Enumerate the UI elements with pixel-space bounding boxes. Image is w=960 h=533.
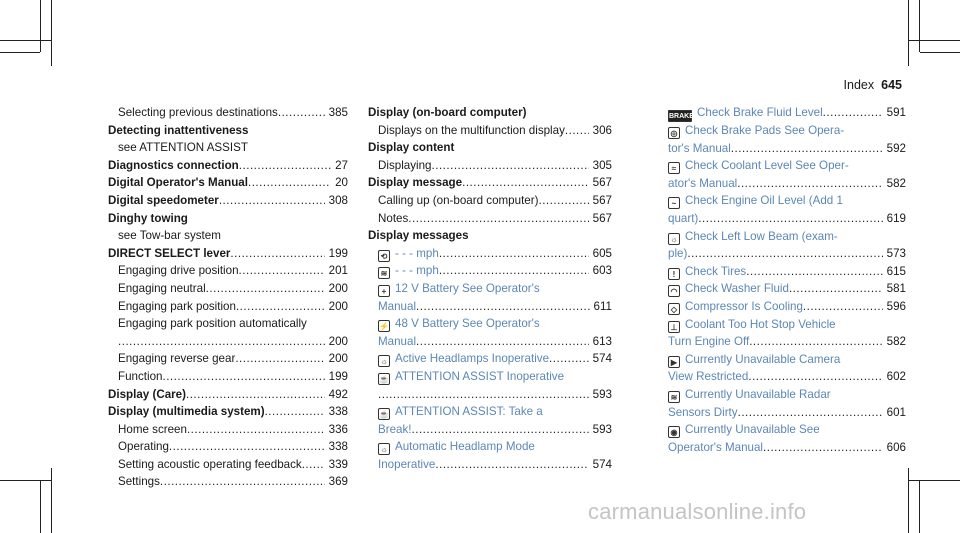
entry-text: ATTENTION ASSIST Inoperative <box>395 369 565 383</box>
index-entry <box>108 438 348 456</box>
entry-label: ple) <box>668 247 688 261</box>
entry-text <box>378 245 439 263</box>
page-ref[interactable]: 602 <box>886 370 906 384</box>
index-entry <box>108 280 348 298</box>
entry-label: DIRECT SELECT lever <box>108 246 231 260</box>
leader-dots <box>416 333 589 351</box>
headlamp-icon: ☼ <box>378 355 390 367</box>
leader-dots <box>432 157 589 175</box>
page-ref: 385 <box>328 106 348 119</box>
page-ref: 306 <box>592 123 612 137</box>
tire-pressure-icon: ! <box>668 268 680 280</box>
index-entry[interactable] <box>368 456 612 474</box>
entry-label: Setting acoustic operating feedback <box>118 457 302 471</box>
coolant-temp-icon: ⊥ <box>668 321 680 333</box>
page-ref: 199 <box>328 246 348 260</box>
page-ref: 20 <box>335 176 348 190</box>
entry-text <box>108 386 186 404</box>
crop-mark <box>919 481 920 533</box>
page-ref: 201 <box>328 264 348 278</box>
page-ref[interactable]: 611 <box>593 299 612 313</box>
entry-text <box>668 104 823 122</box>
index-entry <box>108 157 348 175</box>
index-entry[interactable] <box>368 280 612 298</box>
entry-text: Coolant Too Hot Stop Vehicle <box>685 317 836 331</box>
entry-text <box>118 280 206 298</box>
battery-icon: + <box>378 285 390 297</box>
index-entry <box>108 386 348 404</box>
leader-dots <box>803 298 883 316</box>
radar-icon: ≋ <box>668 391 680 403</box>
entry-label: Operating <box>118 440 169 454</box>
crop-mark <box>0 480 52 481</box>
entry-text <box>118 104 278 122</box>
leader-dots <box>763 439 883 457</box>
leader-dots <box>230 245 324 263</box>
entry-label: Display (Care) <box>108 387 186 401</box>
index-entry[interactable] <box>658 351 906 369</box>
entry-label: Digital speedometer <box>108 193 219 207</box>
page-ref: 338 <box>328 440 348 454</box>
index-entry <box>368 104 612 122</box>
entry-label: Turn Engine Off <box>668 335 750 349</box>
leader-dots <box>565 122 589 140</box>
entry-text <box>108 403 265 421</box>
page-ref[interactable]: 582 <box>886 176 906 190</box>
brake-icon: BRAKE <box>668 110 692 122</box>
entry-text <box>668 439 763 457</box>
page-ref: 336 <box>328 422 348 436</box>
entry-text <box>118 350 235 368</box>
page-ref: 567 <box>592 211 612 225</box>
index-entry <box>368 192 612 210</box>
entry-label: Diagnostics connection <box>108 158 239 172</box>
entry-text <box>378 333 416 351</box>
page-ref[interactable]: 603 <box>592 264 612 278</box>
page-ref: 199 <box>328 369 348 383</box>
entry-label: Displays on the multifunction display <box>378 123 565 137</box>
entry-text <box>108 157 239 175</box>
entry-text <box>668 333 749 351</box>
entry-text <box>108 192 219 210</box>
index-entry[interactable] <box>368 421 612 439</box>
washer-fluid-icon: ◠ <box>668 285 680 297</box>
index-entry <box>108 473 348 491</box>
entry-text <box>668 245 687 263</box>
entry-text <box>368 139 454 157</box>
entry-text <box>118 473 160 491</box>
index-entry[interactable] <box>658 157 906 175</box>
entry-label: quart) <box>668 211 699 225</box>
index-entry[interactable] <box>368 298 612 316</box>
leader-dots <box>698 210 882 228</box>
entry-label: Digital Operator's Manual <box>108 176 248 190</box>
index-entry[interactable] <box>658 245 906 263</box>
page-ref[interactable]: 605 <box>592 246 612 260</box>
crop-mark <box>40 0 41 52</box>
entry-label: ator's Manual <box>668 176 738 190</box>
index-entry <box>108 403 348 421</box>
entry-text: ATTENTION ASSIST: Take a <box>395 405 543 419</box>
page-ref[interactable]: 619 <box>886 211 906 225</box>
leader-dots <box>789 280 883 298</box>
index-entry[interactable] <box>658 280 906 298</box>
entry-text <box>118 438 169 456</box>
entry-text <box>368 174 462 192</box>
index-entry <box>108 104 348 122</box>
leader-dots <box>737 175 882 193</box>
coolant-icon: ≈ <box>668 162 680 174</box>
entry-label: Engaging reverse gear <box>118 352 236 366</box>
entry-text <box>378 298 416 316</box>
page-ref[interactable]: 591 <box>886 106 906 119</box>
index-entry <box>108 456 348 474</box>
page-ref: 593 <box>592 387 612 401</box>
entry-label: Sensors Dirty <box>668 405 738 419</box>
entry-text: Check Brake Pads See Opera- <box>685 124 845 137</box>
index-entry <box>108 245 348 263</box>
entry-text <box>118 421 187 439</box>
leader-dots <box>206 280 325 298</box>
entry-text <box>668 368 748 386</box>
page-ref: 308 <box>328 193 348 207</box>
page-ref: 200 <box>328 299 348 313</box>
index-entry[interactable] <box>368 262 612 280</box>
page-ref: 369 <box>328 475 348 489</box>
page-ref[interactable]: 596 <box>886 299 906 313</box>
index-entry[interactable] <box>368 245 612 263</box>
entry-text <box>668 210 698 228</box>
crop-mark <box>920 52 960 53</box>
leader-dots <box>731 140 883 158</box>
page-ref[interactable]: 606 <box>886 440 906 454</box>
leader-dots <box>416 298 589 316</box>
crop-mark <box>51 0 52 66</box>
crop-mark <box>0 40 52 41</box>
entry-label: Displaying <box>378 158 432 172</box>
leader-dots <box>169 438 325 456</box>
brake-pads-icon: ◎ <box>668 127 680 139</box>
entry-label: Function <box>118 369 163 383</box>
index-entry[interactable] <box>368 350 612 368</box>
entry-label: Engaging drive position <box>118 264 239 278</box>
entry-text <box>108 245 230 263</box>
index-entry <box>108 210 348 228</box>
index-entry <box>368 227 612 245</box>
index-entry <box>108 350 348 368</box>
index-entry[interactable] <box>658 386 906 404</box>
distance-assist-icon: ≋ <box>378 267 390 279</box>
leader-dots <box>687 245 882 263</box>
entry-label: Check Washer Fluid <box>685 282 789 296</box>
page-ref: 200 <box>328 281 348 295</box>
entry-label: Notes <box>378 211 409 225</box>
index-entry[interactable] <box>658 404 906 422</box>
index-column-1 <box>108 104 348 491</box>
steering-icon: ◉ <box>668 426 680 438</box>
index-entry <box>108 262 348 280</box>
entry-label: Display messages <box>368 229 469 243</box>
attention-assist-icon: ☕ <box>379 410 389 420</box>
leader-dots <box>219 192 325 210</box>
page-ref[interactable]: 593 <box>592 422 612 436</box>
index-entry[interactable] <box>658 298 906 316</box>
entry-text: see ATTENTION ASSIST <box>118 141 248 155</box>
header-label: Index <box>843 78 875 92</box>
index-entry[interactable] <box>658 122 906 140</box>
index-entry[interactable] <box>658 228 906 246</box>
index-entry[interactable] <box>368 368 612 386</box>
leader-dots <box>187 421 325 439</box>
entry-label: tor's Manual <box>668 141 731 155</box>
index-entry[interactable] <box>368 438 612 456</box>
entry-label: Engaging park position <box>118 299 236 313</box>
index-entry[interactable] <box>658 192 906 210</box>
entry-text <box>668 280 789 298</box>
entry-text <box>118 368 162 386</box>
crop-mark <box>908 0 909 66</box>
leader-dots <box>186 386 325 404</box>
entry-text: 48 V Battery See Operator's <box>395 317 540 331</box>
crop-mark <box>0 52 40 53</box>
leader-dots <box>265 403 325 421</box>
page-ref[interactable]: 574 <box>592 457 612 471</box>
entry-label: Home screen <box>118 422 187 436</box>
entry-label: View Restricted <box>668 370 749 384</box>
index-entry <box>368 139 612 157</box>
leader-dots <box>412 421 589 439</box>
index-column-3 <box>658 104 906 456</box>
entry-text <box>108 174 248 192</box>
entry-text <box>378 122 565 140</box>
entry-text <box>378 421 412 439</box>
index-entry <box>108 227 348 245</box>
entry-text <box>378 192 538 210</box>
leader-dots <box>746 263 882 281</box>
entry-text <box>118 456 302 474</box>
index-entry <box>368 122 612 140</box>
entry-text <box>118 262 239 280</box>
entry-text: Currently Unavailable See <box>685 423 820 437</box>
entry-text: Currently Unavailable Camera <box>685 352 841 366</box>
leader-dots <box>278 104 325 122</box>
entry-label: Operator's Manual <box>668 440 764 454</box>
page-ref: 200 <box>328 334 348 348</box>
index-entry[interactable] <box>658 175 906 193</box>
entry-label: Display message <box>368 176 463 190</box>
entry-text: Check Engine Oil Level (Add 1 <box>685 194 843 208</box>
page-ref: 567 <box>592 193 612 207</box>
index-entry[interactable] <box>368 315 612 333</box>
leader-dots <box>118 333 325 351</box>
compressor-icon: ◇ <box>668 303 680 315</box>
page-ref[interactable]: 581 <box>886 282 906 296</box>
index-entry[interactable] <box>368 403 612 421</box>
entry-label: Compressor Is Cooling <box>685 299 803 313</box>
leader-dots <box>248 174 331 192</box>
page-ref: 305 <box>592 158 612 172</box>
entry-text: see Tow-bar system <box>118 229 221 243</box>
low-beam-icon: ☼ <box>668 233 680 245</box>
index-entry[interactable] <box>658 263 906 281</box>
leader-dots <box>239 262 325 280</box>
entry-text: Check Coolant Level See Oper- <box>685 159 849 173</box>
entry-text <box>378 210 408 228</box>
entry-label: Dinghy towing <box>108 211 188 225</box>
index-entry <box>108 298 348 316</box>
index-entry[interactable] <box>658 316 906 334</box>
index-entry[interactable] <box>658 140 906 158</box>
index-entry <box>108 139 348 157</box>
entry-label: Inoperative <box>378 457 436 471</box>
crop-mark <box>908 480 960 481</box>
leader-dots <box>738 404 883 422</box>
leader-dots <box>162 368 324 386</box>
leader-dots <box>549 350 589 368</box>
index-entry <box>368 174 612 192</box>
page-ref: 492 <box>328 387 348 401</box>
leader-dots <box>435 456 588 474</box>
index-entry[interactable] <box>368 333 612 351</box>
entry-label: Detecting inattentiveness <box>108 123 249 137</box>
oil-can-icon: ~ <box>668 197 680 209</box>
entry-text: 12 V Battery See Operator's <box>395 281 540 295</box>
leader-dots <box>239 157 331 175</box>
entry-text <box>668 175 737 193</box>
entry-label: Display (on-board computer) <box>368 106 527 119</box>
entry-label: Settings <box>118 475 160 489</box>
attention-assist-icon: ☕ <box>379 374 389 384</box>
leader-dots <box>302 456 325 474</box>
leader-dots <box>538 192 588 210</box>
index-entry <box>368 157 612 175</box>
entry-label: Display content <box>368 141 455 155</box>
entry-text <box>378 157 432 175</box>
index-entry <box>368 386 612 404</box>
crop-mark <box>908 40 960 41</box>
entry-text <box>378 350 549 368</box>
page-ref[interactable]: 592 <box>886 141 906 155</box>
entry-text <box>378 262 439 280</box>
entry-text <box>118 298 236 316</box>
page-ref: 567 <box>592 176 612 190</box>
index-entry[interactable] <box>658 368 906 386</box>
page-ref: 27 <box>335 158 348 172</box>
leader-dots <box>235 350 324 368</box>
entry-label: Display (multimedia system) <box>108 405 265 419</box>
entry-text <box>668 298 803 316</box>
leader-dots <box>439 245 589 263</box>
entry-text <box>368 104 526 122</box>
index-entry <box>368 210 612 228</box>
entry-text <box>108 122 248 140</box>
entry-text: Engaging park position automatically <box>118 317 307 331</box>
page-ref: 338 <box>328 405 348 419</box>
index-entry[interactable] <box>658 439 906 457</box>
page-ref[interactable]: 613 <box>592 334 612 348</box>
leader-dots <box>748 368 882 386</box>
crop-mark <box>908 468 909 533</box>
page-ref: 339 <box>328 457 348 471</box>
entry-label: Active Headlamps Inoperative <box>395 352 550 366</box>
page-ref[interactable]: 582 <box>886 335 906 349</box>
leader-dots <box>160 473 325 491</box>
page-ref: 200 <box>328 352 348 366</box>
leader-dots <box>462 174 589 192</box>
entry-text <box>668 263 746 281</box>
page-ref[interactable]: 615 <box>886 264 906 278</box>
camera-icon: ▶ <box>668 356 680 368</box>
entry-label: Calling up (on-board computer) <box>378 193 539 207</box>
cruise-icon: ⟲ <box>378 250 390 262</box>
page-ref[interactable]: 573 <box>886 247 906 261</box>
page-ref[interactable]: 574 <box>592 352 612 366</box>
entry-text <box>378 456 435 474</box>
index-entry[interactable] <box>658 210 906 228</box>
entry-text <box>668 404 738 422</box>
index-column-2 <box>368 104 612 473</box>
index-entry <box>108 421 348 439</box>
leader-dots <box>378 386 589 404</box>
leader-dots <box>236 298 325 316</box>
hv-battery-icon: ⚡ <box>379 322 389 332</box>
index-entry <box>108 333 348 351</box>
index-entry[interactable] <box>658 333 906 351</box>
page-number: 645 <box>881 78 902 92</box>
page-header <box>844 78 902 92</box>
entry-text <box>368 227 469 245</box>
entry-label: Manual <box>378 299 417 313</box>
leader-dots <box>749 333 882 351</box>
crop-mark <box>919 0 920 52</box>
entry-label: Check Tires <box>685 264 747 278</box>
headlamp-icon: ☼ <box>378 443 390 455</box>
index-entry <box>108 315 348 333</box>
index-entry <box>108 368 348 386</box>
entry-text: Automatic Headlamp Mode <box>395 440 535 454</box>
leader-dots <box>439 262 589 280</box>
entry-label: - - - mph <box>395 264 439 278</box>
leader-dots <box>408 210 588 228</box>
entry-label: Check Brake Fluid Level <box>697 106 823 119</box>
entry-label: Break! <box>378 422 412 436</box>
leader-dots <box>823 104 883 122</box>
index-entry <box>108 122 348 140</box>
index-entry[interactable] <box>658 104 906 122</box>
crop-mark <box>51 468 52 533</box>
entry-label: Engaging neutral <box>118 281 206 295</box>
entry-text: Check Left Low Beam (exam- <box>685 229 838 243</box>
entry-label: - - - mph <box>395 246 439 260</box>
entry-label: Selecting previous destinations <box>118 106 278 119</box>
entry-text <box>668 140 731 158</box>
entry-label: Manual <box>378 334 417 348</box>
index-entry[interactable] <box>658 421 906 439</box>
index-entry <box>108 174 348 192</box>
index-entry <box>108 192 348 210</box>
entry-text <box>108 210 188 228</box>
page-ref[interactable]: 601 <box>886 405 906 419</box>
crop-mark <box>40 481 41 533</box>
watermark: carmanualsonline.info <box>588 499 807 524</box>
entry-text: Currently Unavailable Radar <box>685 387 831 401</box>
